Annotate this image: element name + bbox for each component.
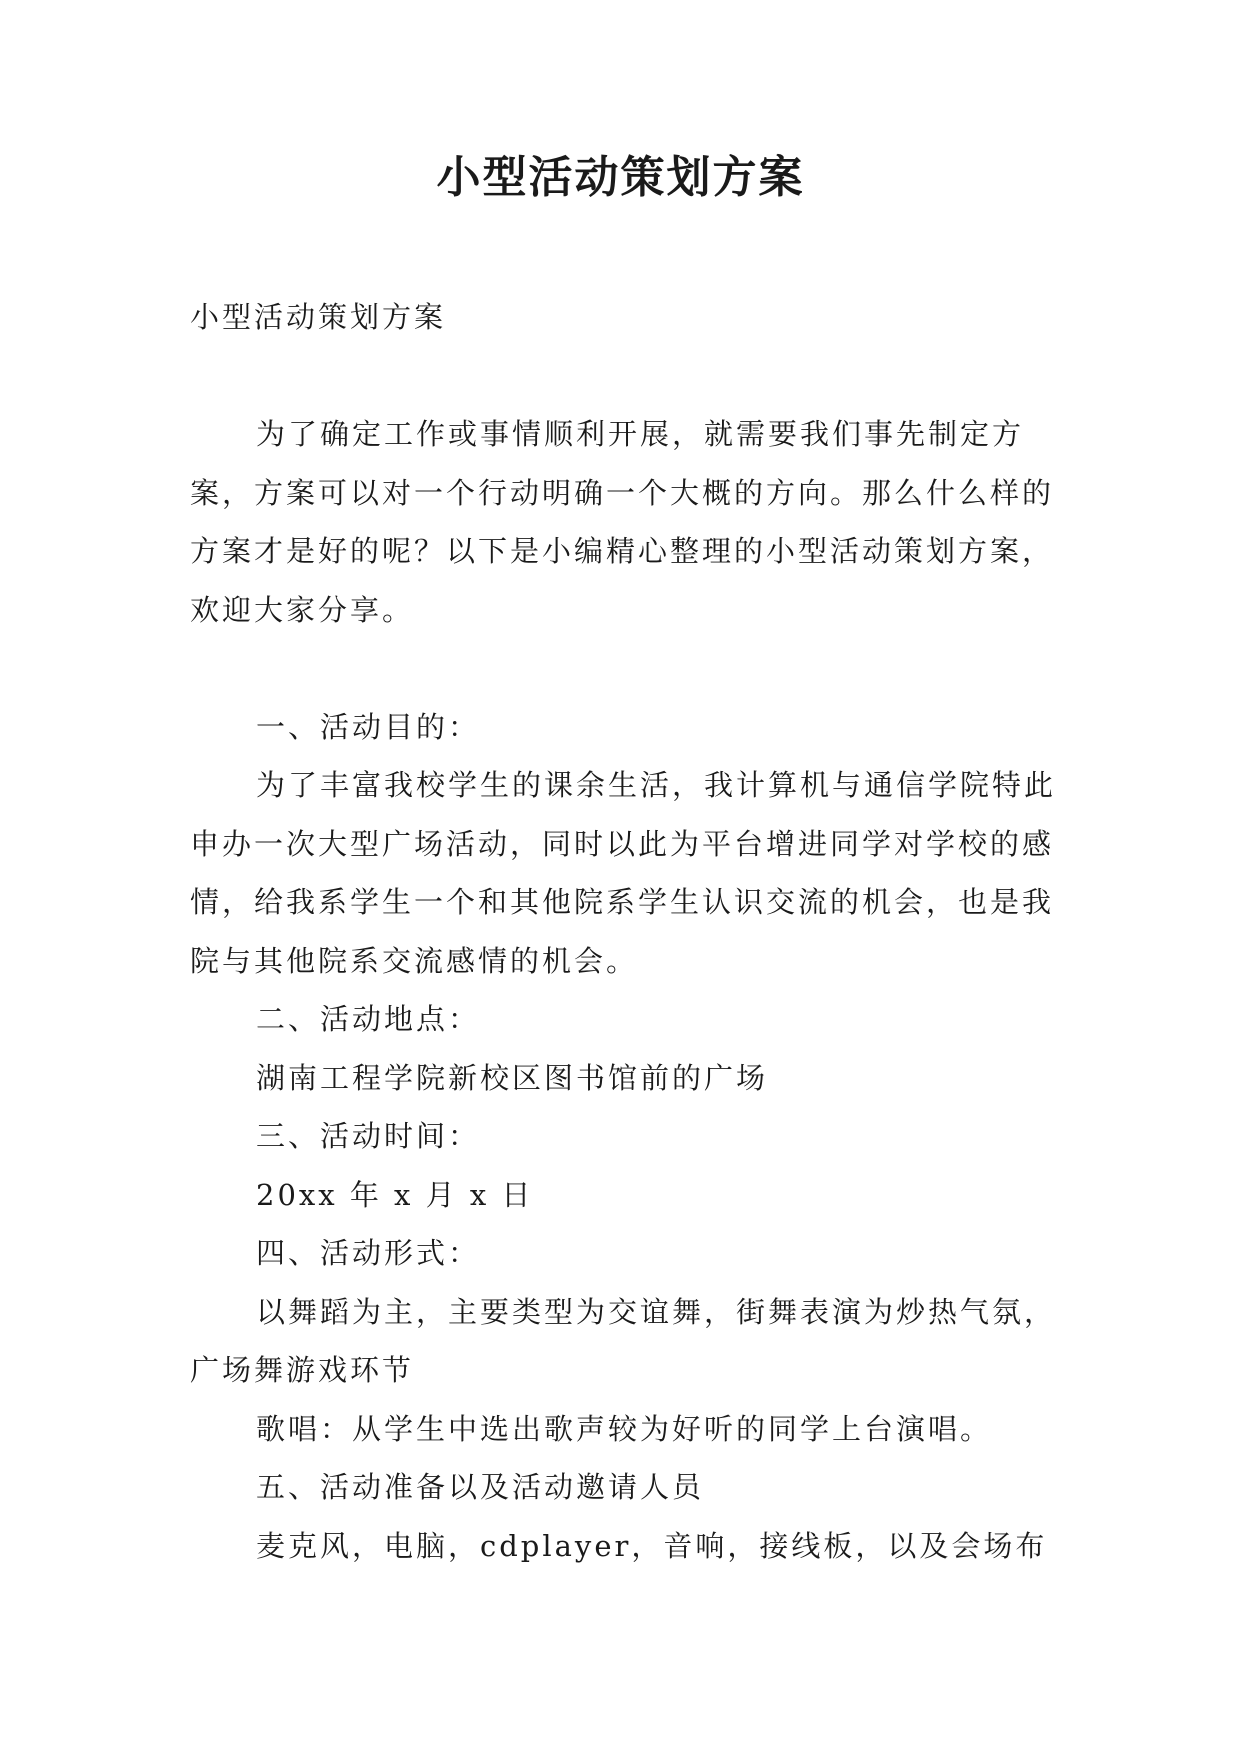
paragraph-spacer	[190, 639, 1060, 698]
purpose-paragraph: 为了丰富我校学生的课余生活，我计算机与通信学院特此申办一次大型广场活动，同时以此为平台增进同学对学校的感情，给我系学生一个和其他院系学生认识交流的机会，也是我院与其他院系交流感情的机会。	[190, 768, 1057, 978]
time-paragraph: 20xx 年 x 月 x 日	[256, 1177, 534, 1212]
section-heading-time: 三、活动时间：	[256, 1119, 481, 1153]
preparation-paragraph: 麦克风，电脑，cdplayer，音响，接线板，以及会场布	[256, 1528, 1048, 1563]
format-paragraph: 以舞蹈为主，主要类型为交谊舞，街舞表演为炒热气氛，广场舞游戏环节	[190, 1294, 1057, 1387]
section-heading-preparation: 五、活动准备以及活动邀请人员	[256, 1470, 705, 1504]
document-title: 小型活动策划方案	[436, 152, 805, 203]
section-heading-format: 四、活动形式：	[256, 1236, 481, 1270]
document-subtitle: 小型活动策划方案	[190, 300, 447, 334]
location-paragraph: 湖南工程学院新校区图书馆前的广场	[256, 1060, 769, 1095]
paragraph-spacer	[190, 347, 1060, 406]
section-heading-purpose: 一、活动目的：	[256, 709, 481, 744]
document-body	[190, 288, 1060, 1575]
intro-paragraph: 为了确定工作或事情顺利开展，就需要我们事先制定方案，方案可以对一个行动明确一个大概的方向。那么什么样的方案才是好的呢？以下是小编精心整理的小型活动策划方案，欢迎大家分享。	[190, 417, 1055, 627]
section-heading-location: 二、活动地点：	[256, 1002, 481, 1036]
singing-paragraph: 歌唱：从学生中选出歌声较为好听的同学上台演唱。	[256, 1411, 993, 1446]
